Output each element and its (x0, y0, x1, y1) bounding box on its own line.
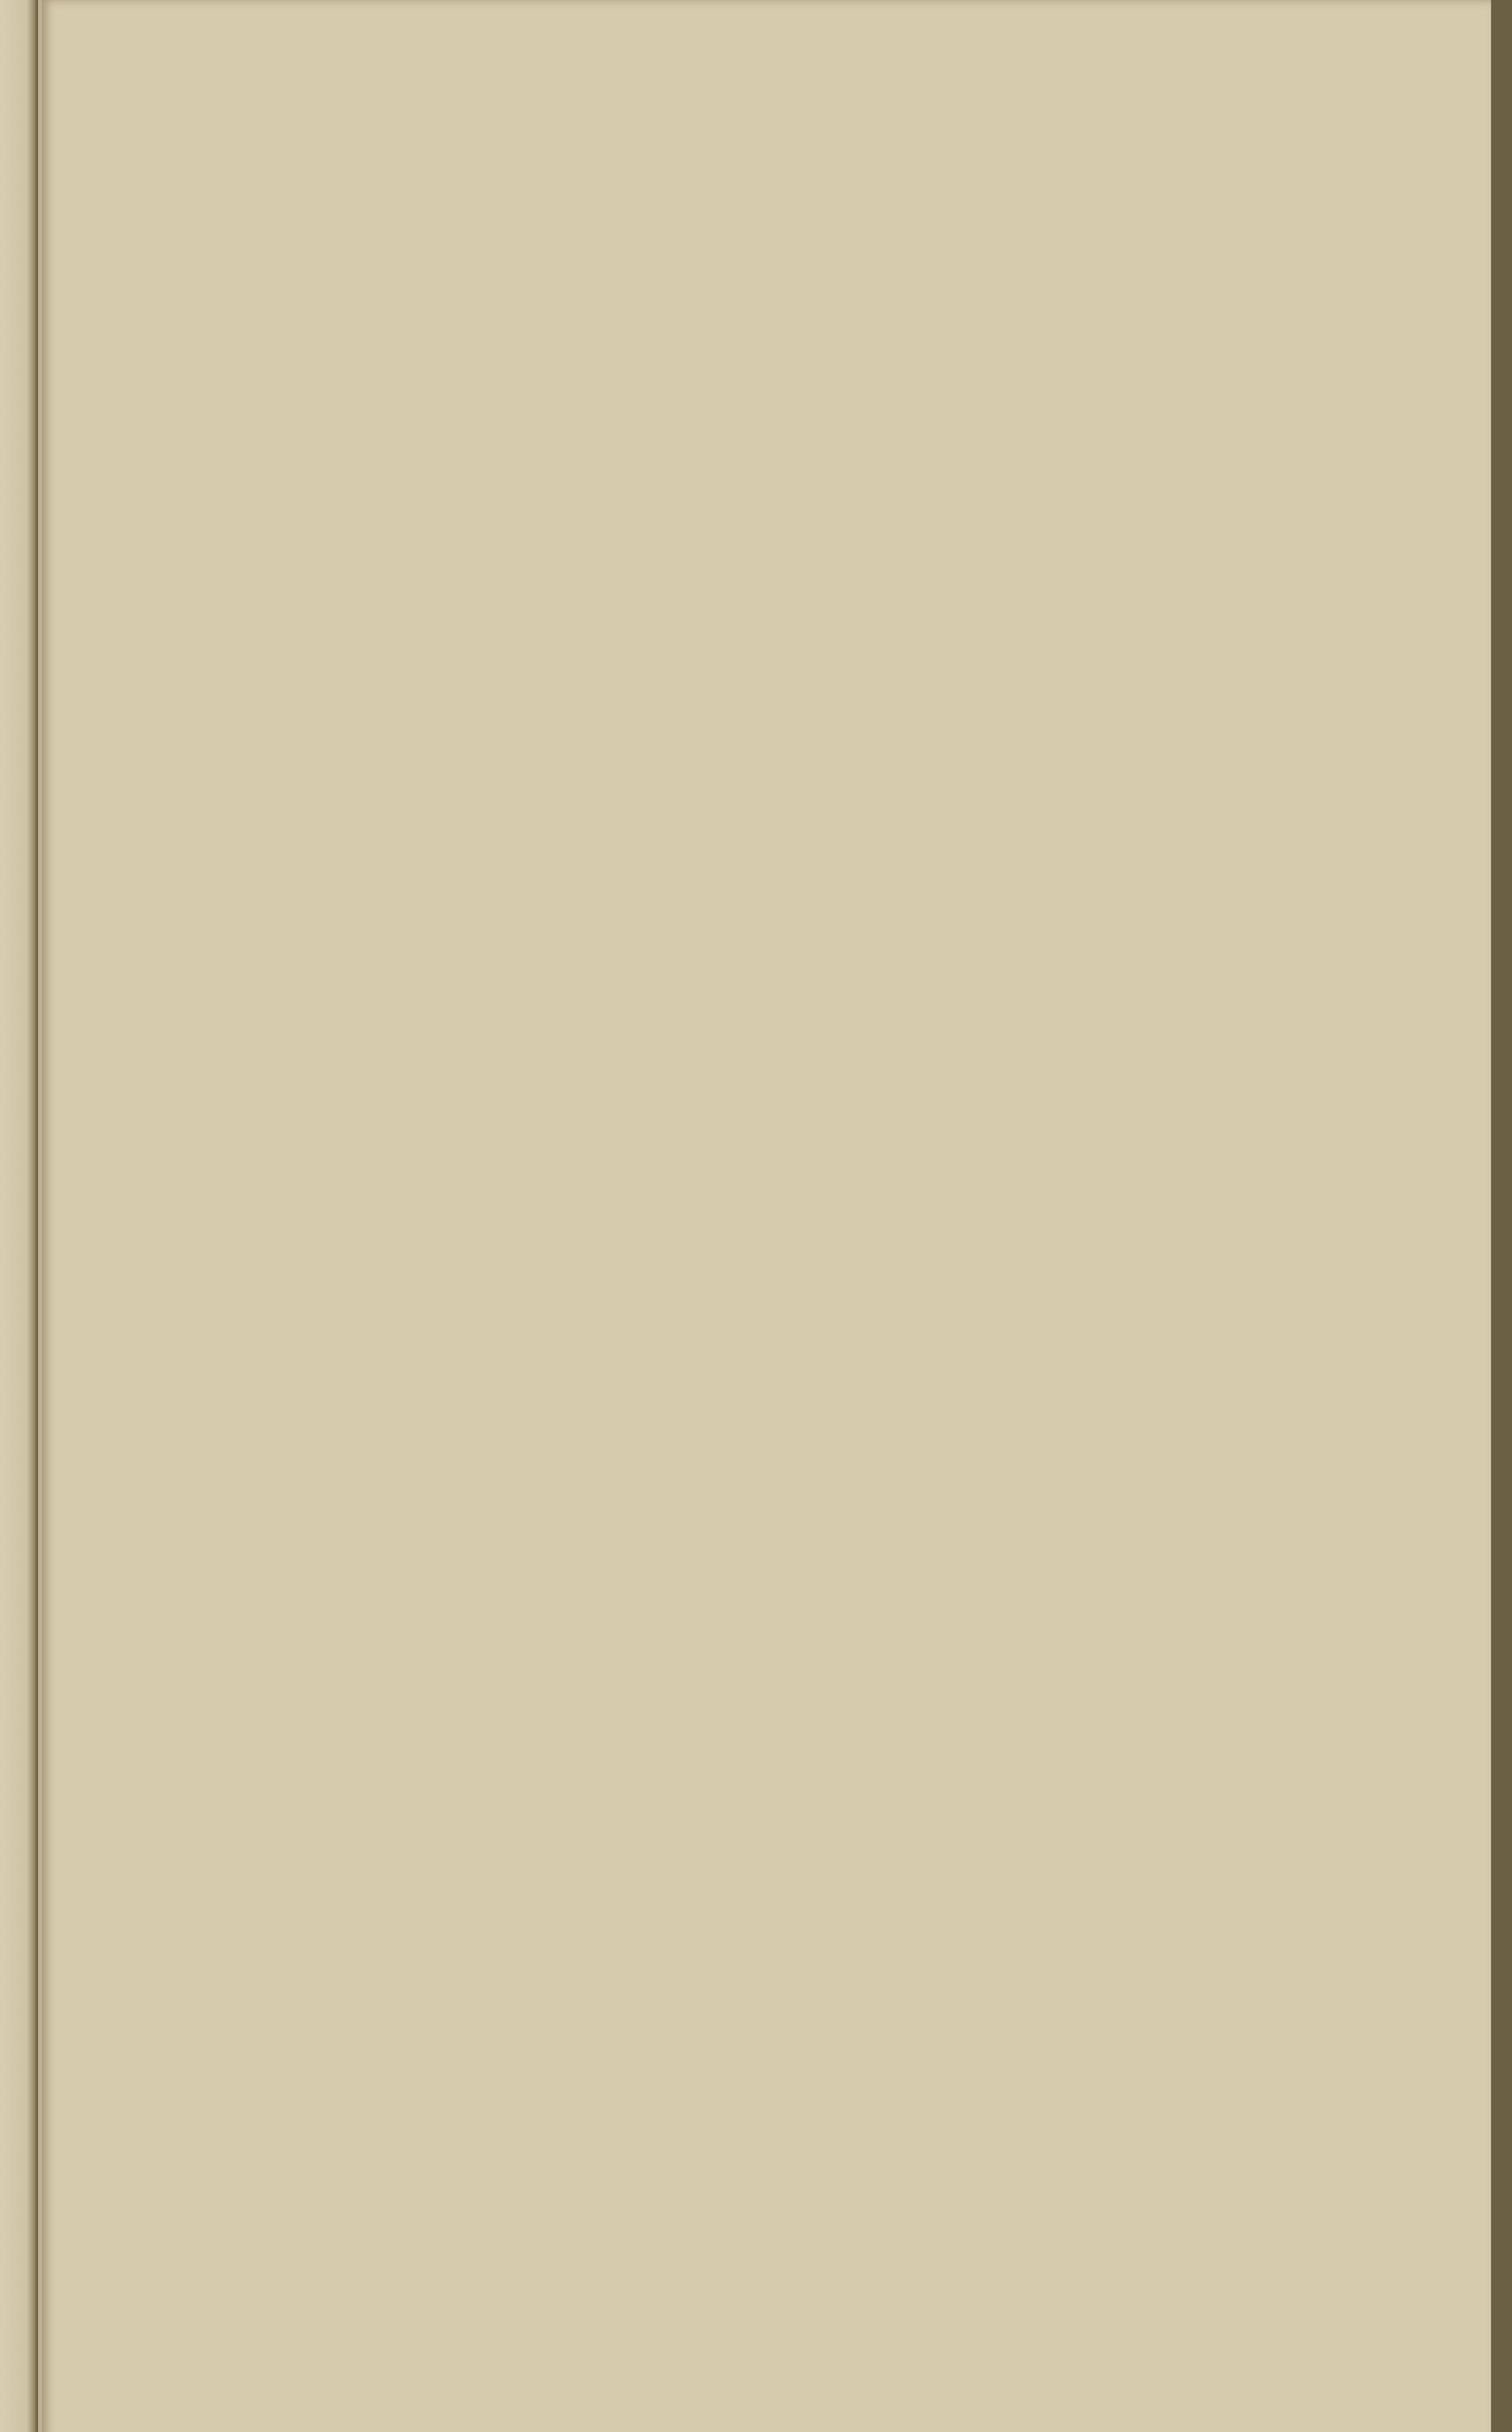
page-right-edge (1491, 0, 1512, 2432)
paper-sheet (42, 0, 1491, 2432)
previous-page-edge (0, 0, 38, 2432)
